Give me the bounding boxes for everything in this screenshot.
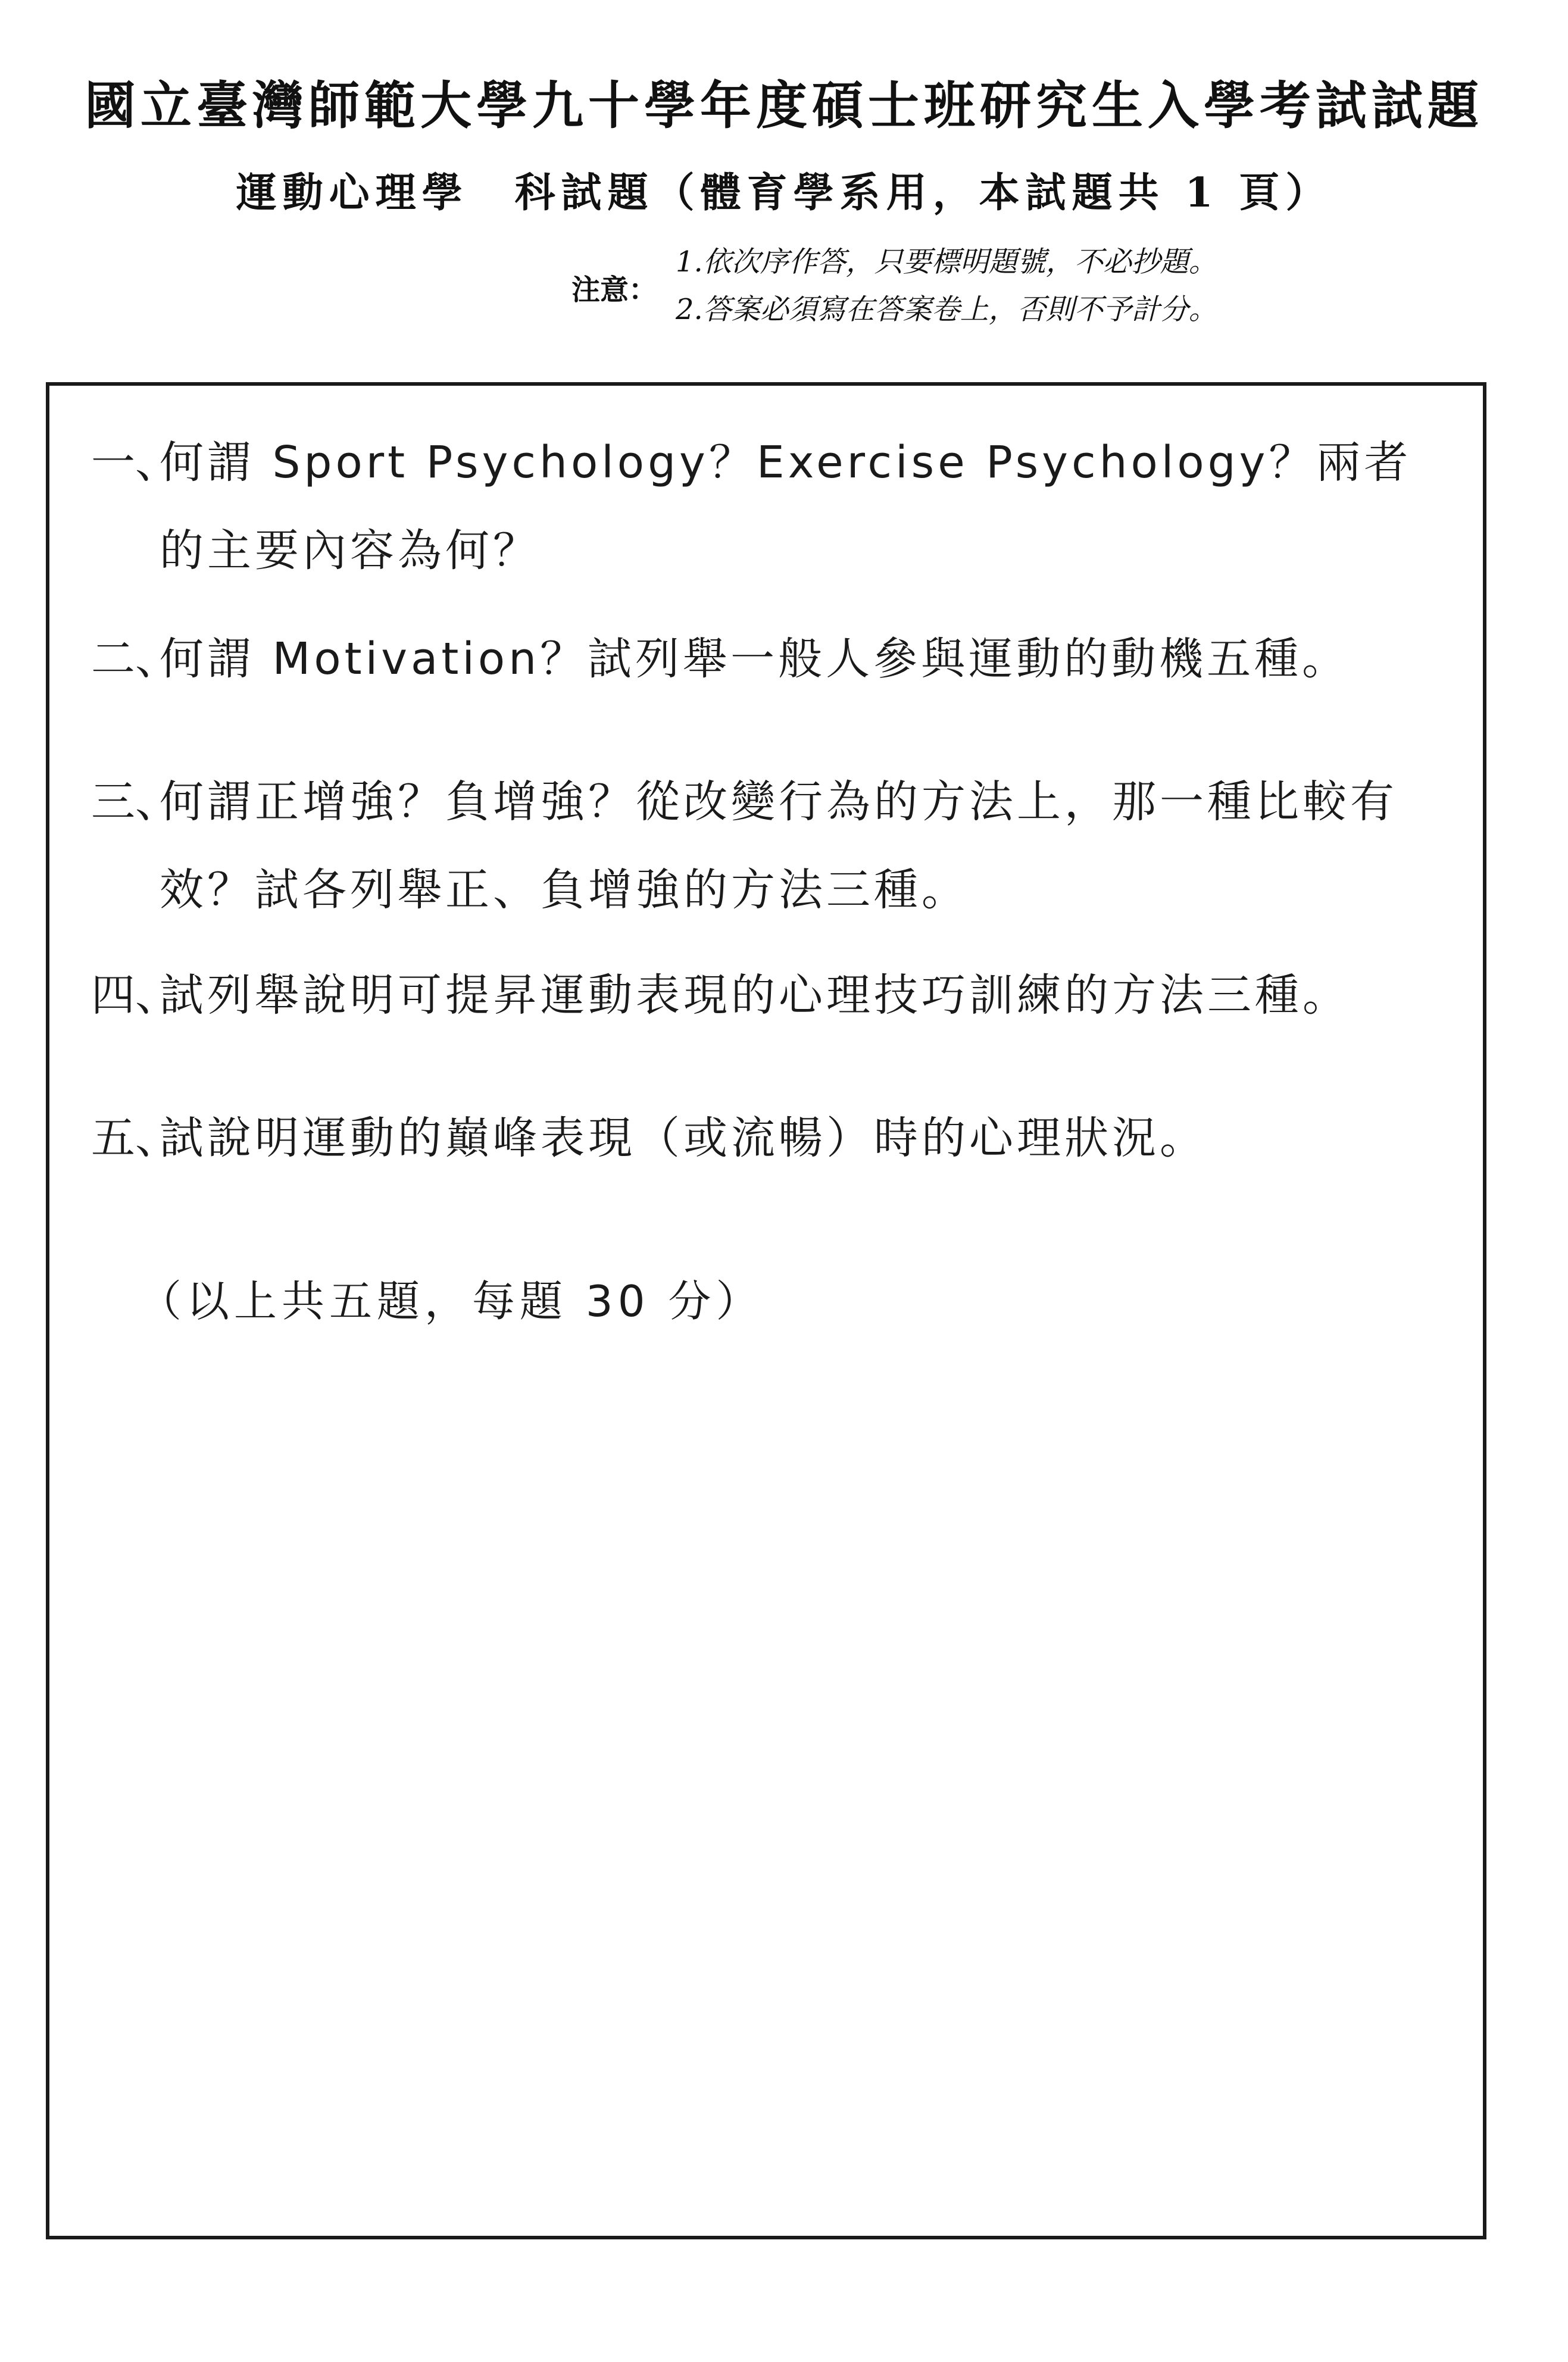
- question-text: 何謂 Sport Psychology？Exercise Psychology？兩者的主要內容為何？: [160, 437, 1412, 576]
- question-text: 試說明運動的巔峰表現（或流暢）時的心理狀況。: [160, 1113, 1207, 1164]
- question-1: [91, 418, 1460, 595]
- instructions-list: [676, 238, 1217, 333]
- exam-question-box: [46, 382, 1486, 2239]
- question-5: [91, 1094, 1460, 1182]
- question-number: 五、: [91, 1113, 179, 1164]
- question-number: 一、: [91, 437, 179, 488]
- scoring-note: （以上共五題，每題 30 分）: [139, 1276, 764, 1326]
- question-text: 何謂 Motivation？試列舉一般人參與運動的動機五種。: [160, 633, 1350, 685]
- instruction-item: 2.答案必須寫在答案卷上，否則不予計分。: [676, 293, 1217, 326]
- question-number: 二、: [91, 633, 179, 685]
- exam-subtitle: 運動心理學 科試題（體育學系用，本試題共 1 頁）: [236, 169, 1332, 217]
- question-text: 試列舉說明可提昇運動表現的心理技巧訓練的方法三種。: [160, 970, 1350, 1021]
- instruction-item: 1.依次序作答，只要標明題號，不必抄題。: [676, 245, 1217, 279]
- question-number: 四、: [91, 970, 179, 1021]
- question-4: [91, 951, 1460, 1039]
- question-text: 何謂正增強？負增強？從改變行為的方法上，那一種比較有效？試各列舉正、負增強的方法三種。: [160, 776, 1398, 916]
- question-2: [91, 615, 1460, 703]
- instructions-block: [571, 238, 1345, 339]
- question-3: [91, 758, 1460, 934]
- question-number: 三、: [91, 776, 179, 827]
- instructions-label: 注意：: [571, 273, 658, 307]
- exam-title: 國立臺灣師範大學九十學年度碩士班研究生入學考試試題: [85, 76, 1483, 136]
